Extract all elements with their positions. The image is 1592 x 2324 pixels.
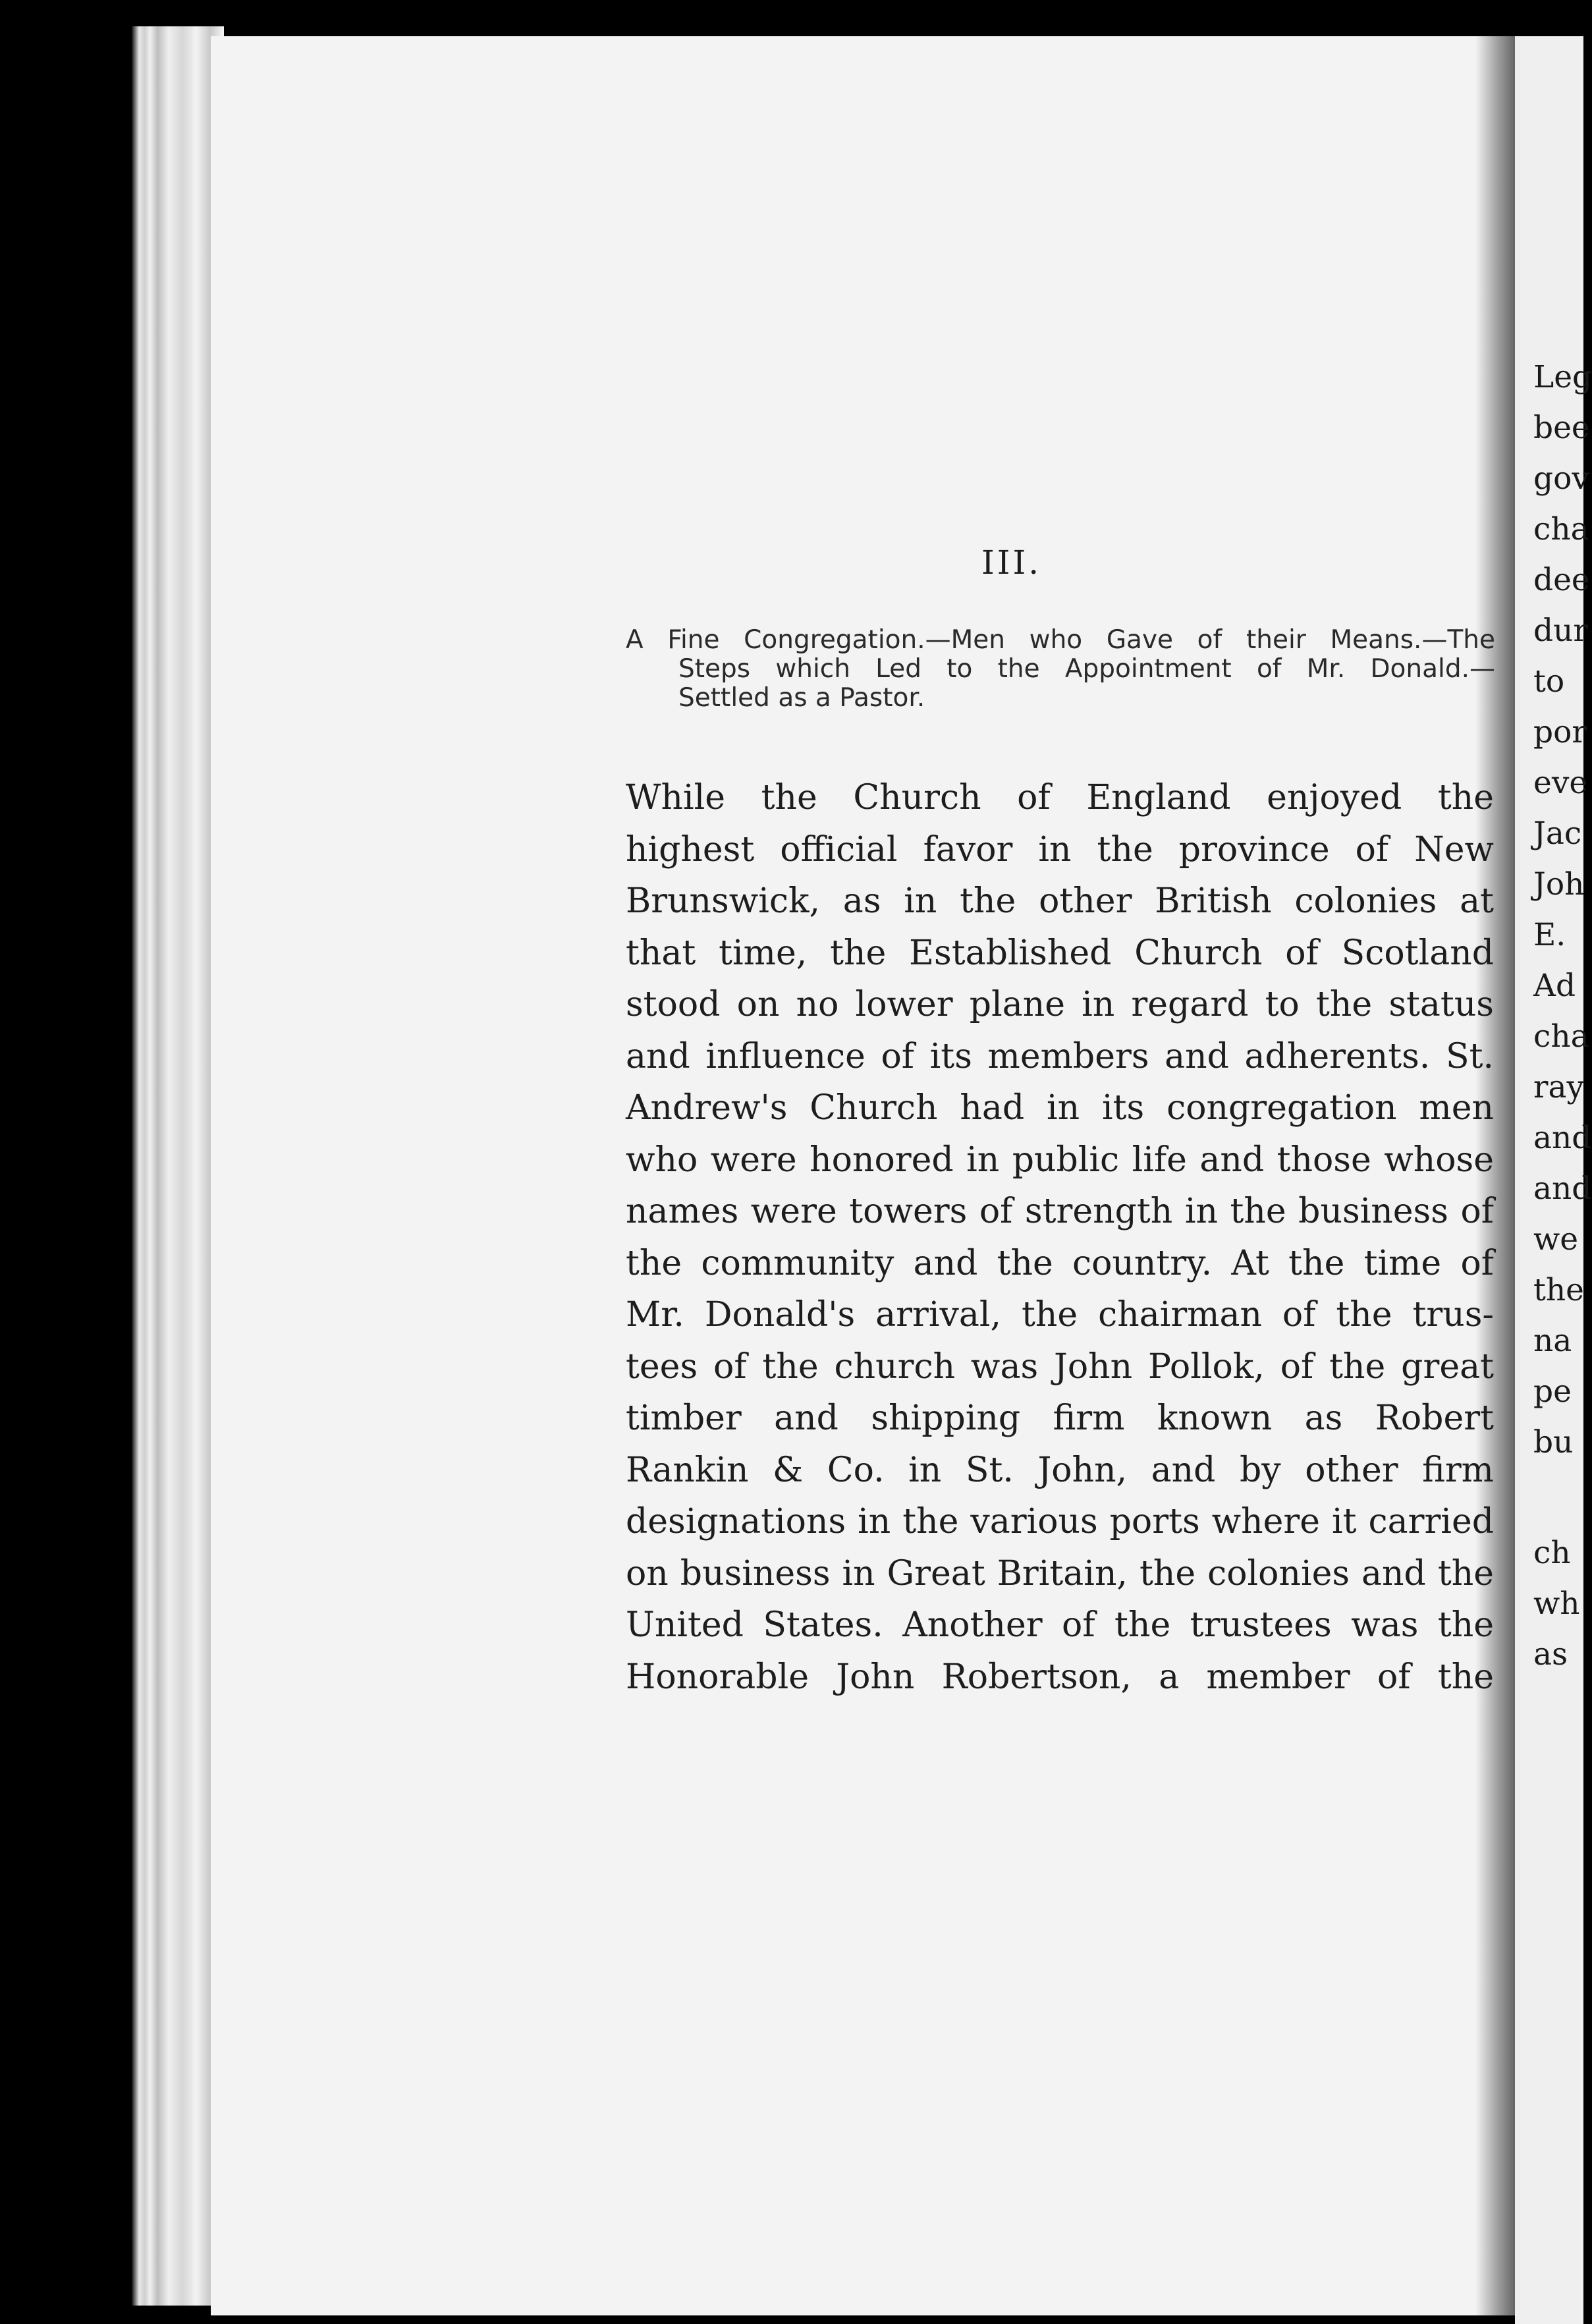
facing-page-fragment: gov bbox=[1533, 460, 1589, 497]
facing-page-fragment: ray bbox=[1533, 1069, 1585, 1105]
facing-page-fragment: Ad bbox=[1533, 968, 1576, 1004]
scan-left-border bbox=[0, 0, 142, 2324]
body-paragraph bbox=[626, 772, 1494, 1703]
facing-page-fragment: eve bbox=[1533, 765, 1588, 801]
body-line: Honorable John Robertson, a member of the bbox=[626, 1657, 1494, 1697]
body-line: who were honored in public life and those whose bbox=[626, 1140, 1494, 1180]
facing-page-fragment: bu bbox=[1533, 1424, 1574, 1460]
facing-page-fragment: wh bbox=[1533, 1586, 1580, 1622]
facing-page-fragment: cha bbox=[1533, 511, 1589, 547]
facing-page-fragment: dee bbox=[1533, 562, 1590, 598]
facing-page-fragment: and bbox=[1533, 1120, 1592, 1156]
facing-page-fragment: na bbox=[1533, 1323, 1572, 1359]
facing-page bbox=[1515, 36, 1592, 2324]
facing-page-fragment: dur bbox=[1533, 613, 1588, 649]
body-line: Andrew's Church had in its congregation men bbox=[626, 1088, 1494, 1128]
facing-page-fragment: Leg bbox=[1533, 359, 1592, 395]
synopsis-line: Steps which Led to the Appointment of Mr. Donald.— bbox=[678, 654, 1495, 684]
book-leaf-edges bbox=[132, 26, 224, 2306]
facing-page-fragment: Jac bbox=[1533, 816, 1582, 852]
facing-page-fragment: as bbox=[1533, 1636, 1568, 1673]
body-line: stood on no lower plane in regard to the status bbox=[626, 985, 1494, 1024]
scan-top-border bbox=[0, 0, 1583, 40]
body-line: Brunswick, as in the other British colonies at bbox=[626, 881, 1494, 921]
synopsis-line: Settled as a Pastor. bbox=[678, 683, 925, 713]
body-line: Rankin & Co. in St. John, and by other firm bbox=[626, 1450, 1494, 1490]
body-line: tees of the church was John Pollok, of the great bbox=[626, 1346, 1494, 1387]
facing-page-fragment: ch bbox=[1533, 1535, 1571, 1571]
body-line: and influence of its members and adherents. St. bbox=[626, 1036, 1494, 1076]
body-line: While the Church of England enjoyed the bbox=[626, 778, 1494, 817]
body-line: Mr. Donald's arrival, the chairman of the trus- bbox=[626, 1295, 1494, 1335]
body-line: that time, the Established Church of Scotland bbox=[626, 933, 1494, 973]
body-line: the community and the country. At the time of bbox=[626, 1243, 1494, 1283]
body-line: designations in the various ports where it carried bbox=[626, 1502, 1494, 1541]
synopsis-line: A Fine Congregation.—Men who Gave of their Means.—The bbox=[626, 625, 1495, 655]
chapter-number: III. bbox=[981, 543, 1042, 582]
facing-page-fragment: to bbox=[1533, 663, 1565, 700]
body-line: highest official favor in the province of New bbox=[626, 829, 1494, 870]
body-line: on business in Great Britain, the colonies and the bbox=[626, 1553, 1494, 1593]
facing-page-fragment: por bbox=[1533, 714, 1587, 750]
facing-page-fragment: cha bbox=[1533, 1018, 1589, 1055]
chapter-synopsis bbox=[626, 626, 1495, 713]
body-line: timber and shipping firm known as Robert bbox=[626, 1398, 1494, 1438]
facing-page-fragment: pe bbox=[1533, 1373, 1572, 1410]
body-line: United States. Another of the trustees was the bbox=[626, 1605, 1494, 1645]
facing-page-fragment: bee bbox=[1533, 410, 1590, 446]
facing-page-fragment: and bbox=[1533, 1171, 1592, 1207]
body-line: names were towers of strength in the business of bbox=[626, 1192, 1494, 1231]
facing-page-fragment: Joh bbox=[1533, 866, 1585, 902]
facing-page-fragment: we bbox=[1533, 1221, 1579, 1258]
facing-page-fragment: the bbox=[1533, 1272, 1584, 1308]
facing-page-fragment: E. bbox=[1533, 917, 1566, 953]
